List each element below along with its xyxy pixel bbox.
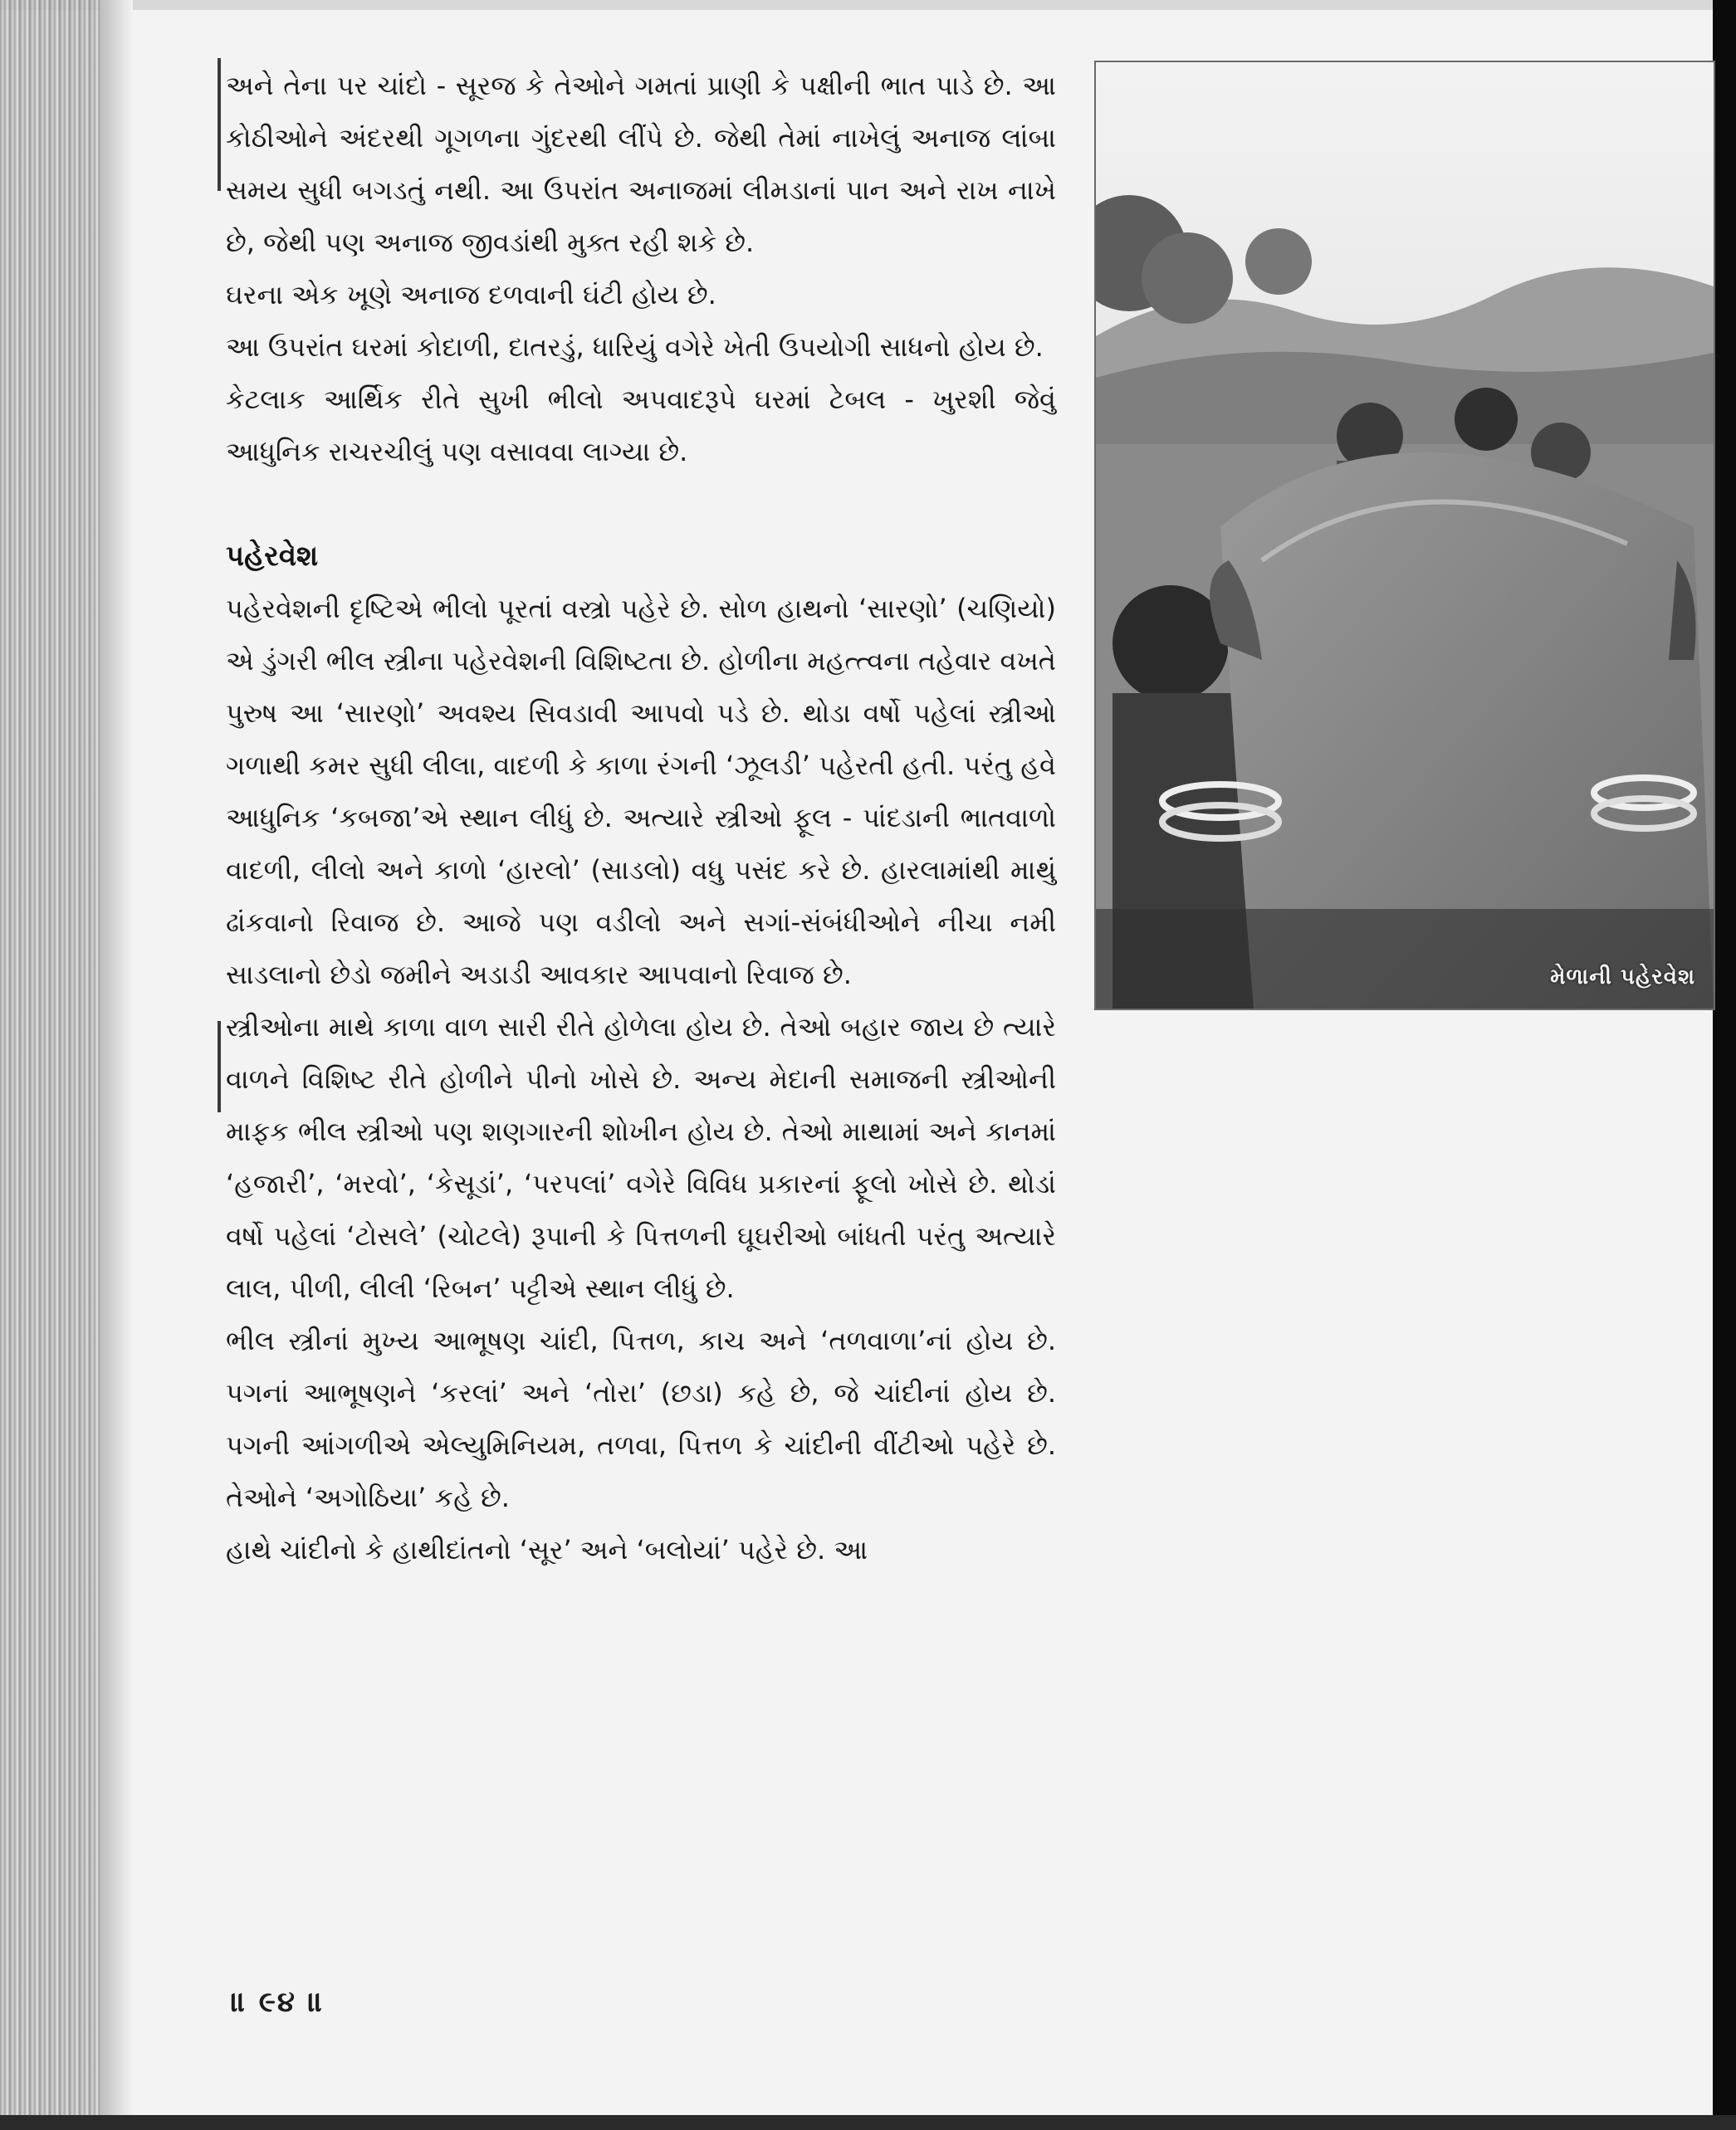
paragraph-modern-furniture: કેટલાક આર્થિક રીતે સુખી ભીલો અપવાદરૂપે ઘરમાં ટેબલ - ખુરશી જેવું આધુનિક રાચરચીલું પણ વસાવવા લાગ્યા છે. bbox=[226, 383, 1056, 467]
margin-mark-top bbox=[218, 58, 221, 191]
paragraph-ornaments: ભીલ સ્ત્રીનાં મુખ્ય આભૂષણ ચાંદી, પિત્તળ, કાચ અને ‘તળવાળા’નાં હોય છે. પગનાં આભૂષણને ‘કરલાં’ અને ‘તોરા’ (છડા) કહે છે, જે ચાંદીનાં હોય છે. પગની આંગળીએ એલ્યુમિનિયમ, તળવા, પિત્તળ કે ચાંદીની વીંટીઓ પહેરે છે. તેઓને ‘અગોઠિયા’ કહે છે. bbox=[226, 1325, 1056, 1513]
binding-shadow bbox=[100, 0, 133, 2130]
book-page-edges bbox=[0, 0, 116, 2130]
margin-mark-middle bbox=[218, 1021, 221, 1112]
section-heading-clothing: પહેરવેશ bbox=[226, 540, 319, 573]
paragraph-granary: અને તેના પર ચાંદો - સૂરજ કે તેઓને ગમતાં પ્રાણી કે પક્ષીની ભાત પાડે છે. આ કોઠીઓને અંદરથી ગૂગળના ગુંદરથી લીંપે છે. જેથી તેમાં નાખેલું અનાજ લાંબા સમય સુધી બગડતું નથી. આ ઉપરાંત અનાજમાં લીમડાનાં પાન અને રાખ નાખે છે, જેથી પણ અનાજ જીવડાંથી મુક્ત રહી શકે છે. bbox=[226, 70, 1056, 258]
paragraph-clothing: પહેરવેશની દૃષ્ટિએ ભીલો પૂરતાં વસ્ત્રો પહેરે છે. સોળ હાથનો ‘સારણો’ (ચણિયો) એ ડુંગરી ભીલ સ્ત્રીના પહેરવેશની વિશિષ્ટતા છે. હોળીના મહત્ત્વના તહેવાર વખતે પુરુષ આ ‘સારણો’ અવશ્ય સિવડાવી આપવો પડે છે. થોડા વર્ષો પહેલાં સ્ત્રીઓ ગળાથી કમર સુધી લીલા, વાદળી કે કાળા રંગની ‘ઝૂલડી’ પહેરતી હતી. પરંતુ હવે આધુનિક ‘કબજા’એ સ્થાન લીધું છે. અત્યારે સ્ત્રીઓ ફૂલ - પાંદડાની ભાતવાળો વાદળી, લીલો અને કાળો ‘હારલો’ (સાડલો) વધુ પસંદ કરે છે. હારલામાંથી માથું ઢાંકવાનો રિવાજ છે. આજે પણ વડીલો અને સગાં-સંબંધીઓને નીચા નમી સાડલાનો છેડો જમીને અડાડી આવકાર આપવાનો રિવાજ છે. bbox=[226, 593, 1056, 990]
photo-caption: મેળાની પહેરવેશ bbox=[1550, 965, 1695, 989]
scan-right-edge bbox=[1713, 0, 1736, 2130]
fair-attire-photo bbox=[1094, 61, 1715, 1010]
text-column bbox=[226, 60, 1056, 1576]
scan-top-edge bbox=[0, 0, 1736, 10]
scan-bottom-edge bbox=[0, 2115, 1736, 2130]
paragraph-grinding-stone: ઘરના એક ખૂણે અનાજ દળવાની ઘંટી હોય છે. bbox=[226, 279, 716, 310]
photo-illustration bbox=[1096, 62, 1714, 1009]
paragraph-hand-ornaments: હાથે ચાંદીનો કે હાથીદાંતનો ‘સૂર’ અને ‘બલોયાં’ પહેરે છે. આ bbox=[226, 1534, 868, 1566]
page-number: ॥ ૯૪ ॥ bbox=[231, 1986, 325, 2019]
paragraph-farming-tools: આ ઉપરાંત ઘરમાં કોદાળી, દાતરડું, ધારિયું વગેરે ખેતી ઉપયોગી સાધનો હોય છે. bbox=[226, 331, 1044, 363]
paragraph-hair-flowers: સ્ત્રીઓના માથે કાળા વાળ સારી રીતે હોળેલા હોય છે. તેઓ બહાર જાય છે ત્યારે વાળને વિશિષ્ટ રીતે હોળીને પીનો ખોસે છે. અન્ય મેદાની સમાજની સ્ત્રીઓની માફક ભીલ સ્ત્રીઓ પણ શણગારની શોખીન હોય છે. તેઓ માથામાં અને કાનમાં ‘હજારી’, ‘મરવો’, ‘કેસૂડાં’, ‘પરપલાં’ વગેરે વિવિધ પ્રકારનાં ફૂલો ખોસે છે. થોડાં વર્ષો પહેલાં ‘ટોસલે’ (ચોટલે) રૂપાની કે પિત્તળની ઘૂઘરીઓ બાંધતી પરંતુ અત્યારે લાલ, પીળી, લીલી ‘રિબન’ પટ્ટીએ સ્થાન લીધું છે. bbox=[226, 1011, 1056, 1304]
